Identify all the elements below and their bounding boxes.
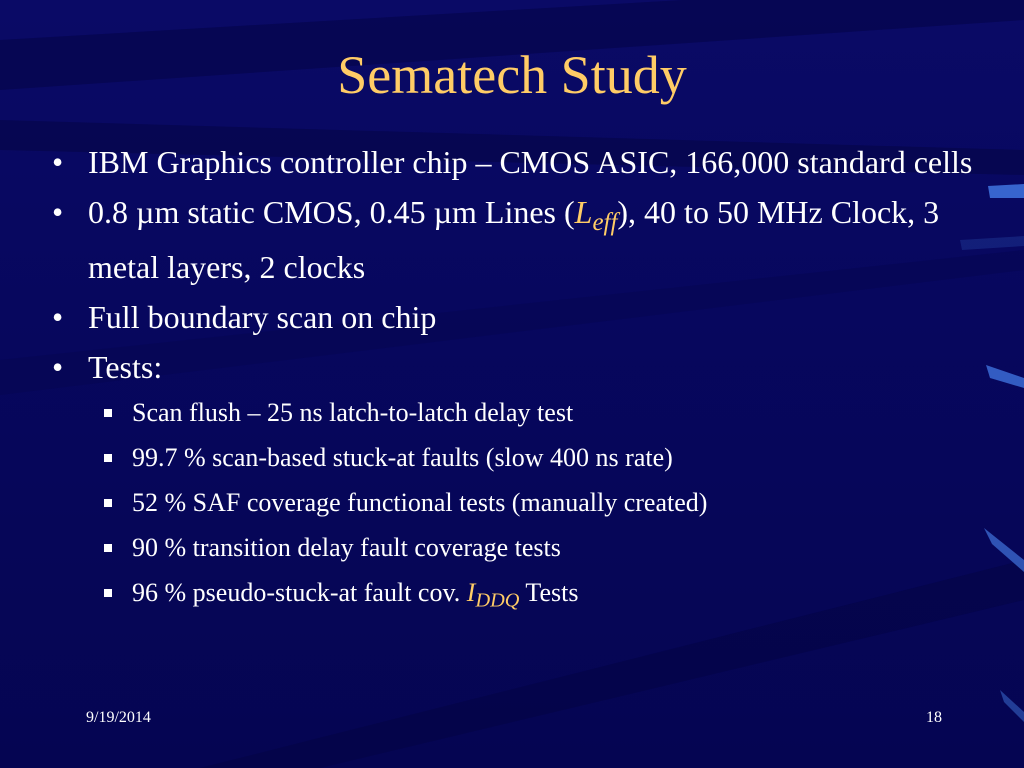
bullet-dot: • <box>52 194 64 230</box>
bullet-text: IBM Graphics controller chip – CMOS ASIC, 166,000 standard cells <box>88 144 973 180</box>
square-bullet-icon <box>104 409 112 417</box>
subbullet-item <box>46 530 976 566</box>
leff-variable: L <box>574 194 593 230</box>
subbullet-item <box>46 395 976 431</box>
page-number: 18 <box>926 709 942 726</box>
subbullet-item <box>46 575 976 619</box>
iddq-subscript: DDQ <box>475 589 520 612</box>
bullet-item <box>46 140 976 184</box>
subbullet-text-post: Tests <box>519 577 579 607</box>
subbullet-text: 90 % transition delay fault coverage tests <box>132 532 561 562</box>
leff-subscript: eff <box>592 208 618 236</box>
bullet-dot: • <box>52 348 64 385</box>
square-bullet-icon <box>104 544 112 552</box>
bullet-list <box>46 140 976 628</box>
bullet-text: Tests: <box>88 348 163 385</box>
bullet-dot: • <box>52 298 64 335</box>
bullet-text-pre: 0.8 µm static CMOS, 0.45 µm Lines ( <box>88 194 575 230</box>
bullet-text: Full boundary scan on chip <box>88 298 437 335</box>
square-bullet-icon <box>104 589 112 597</box>
square-bullet-icon <box>104 454 112 462</box>
bullet-dot: • <box>52 144 64 180</box>
subbullet-item <box>46 440 976 476</box>
iddq-variable: I <box>466 577 476 607</box>
subbullet-text-pre: 96 % pseudo-stuck-at fault cov. <box>132 577 467 607</box>
subbullet-text: Scan flush – 25 ns latch-to-latch delay test <box>132 397 574 427</box>
bullet-item <box>46 190 976 289</box>
slide-title: Sematech Study <box>337 45 687 105</box>
square-bullet-icon <box>104 499 112 507</box>
subbullet-text: 99.7 % scan-based stuck-at faults (slow 400 ns rate) <box>132 442 673 472</box>
bullet-text-post: ), 40 to 50 MHz Clock, 3 metal layers, 2 clocks <box>88 194 940 285</box>
subbullet-text: 52 % SAF coverage functional tests (manually created) <box>132 487 708 517</box>
subbullet-item <box>46 485 976 521</box>
bullet-item <box>46 295 976 339</box>
bullet-item <box>46 345 976 389</box>
footer-date: 9/19/2014 <box>86 709 151 726</box>
